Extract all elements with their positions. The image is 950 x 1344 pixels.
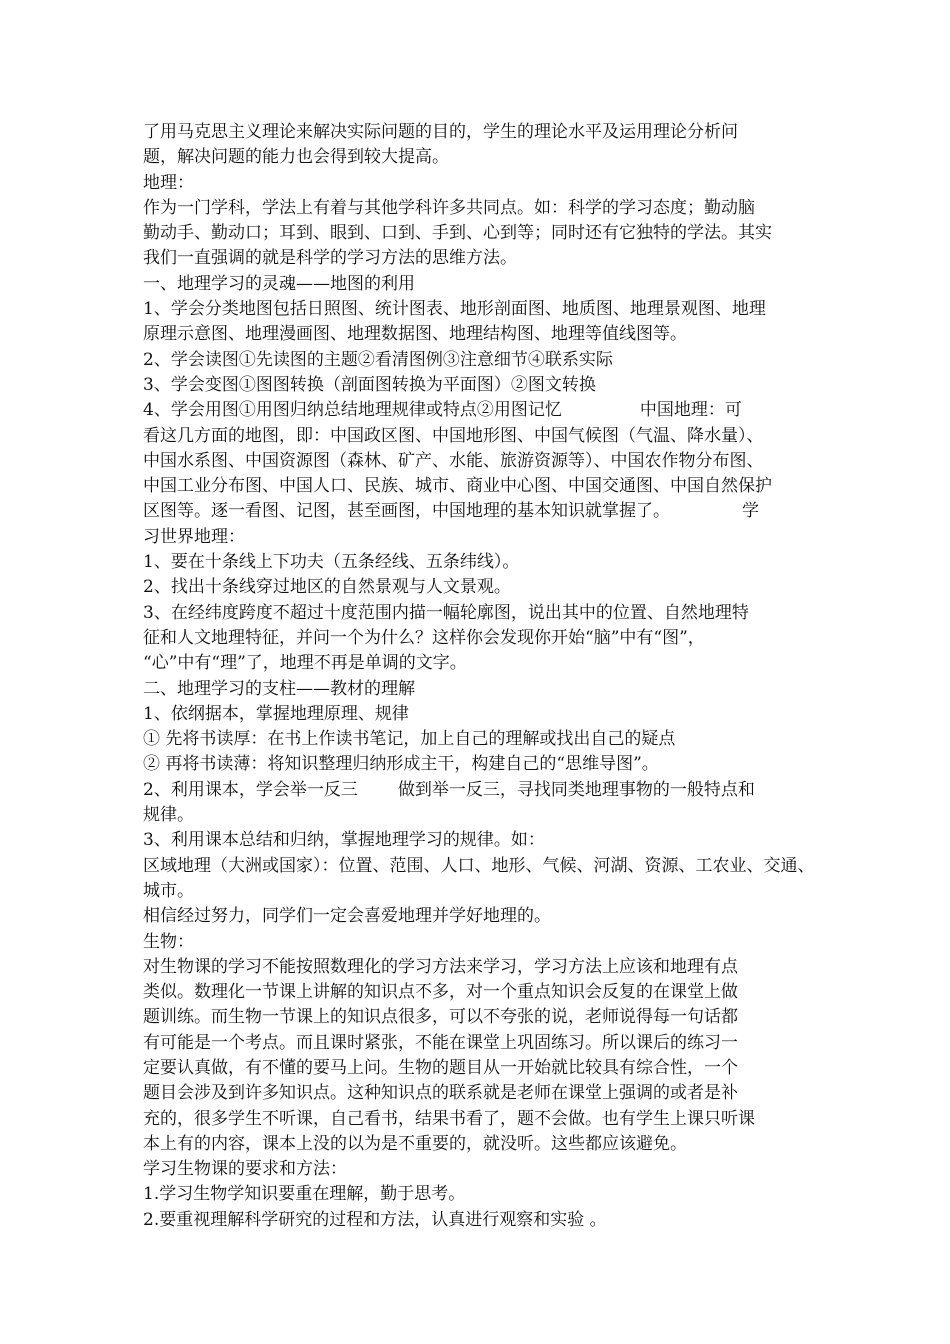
text-line: ② 再将书读薄：将知识整理归纳形成主干，构建自己的“思维导图”。 [143,754,659,775]
text-segment: 区图等。逐一看图、记图，甚至画图，中国地理的基本知识就掌握了。 [143,501,670,522]
text-line: 1.学习生物学知识要重在理解，勤于思考。 [143,1184,466,1205]
text-line: 中国工业分布图、中国人口、民族、城市、商业中心图、中国交通图、中国自然保护 [143,476,772,497]
text-line: 题训练。而生物一节课上的知识点很多，可以不夸张的说，老师说得每一句话都 [143,1007,738,1028]
text-line: 2、学会读图①先读图的主题②看清图例③注意细节④联系实际 [143,349,613,370]
text-line: 城市。 [143,880,194,901]
text-line: “心”中有“理”了，地理不再是单调的文字。 [143,653,467,674]
text-line: 规律。 [143,805,194,826]
text-line: 题，解决问题的能力也会得到较大提高。 [143,147,449,168]
text-line [143,499,813,524]
section-heading: 二、地理学习的支柱——教材的理解 [143,678,415,699]
text-line: 定要认真做，有不懂的要马上问。生物的题目从一开始就比较具有综合性，一个 [143,1057,738,1078]
text-line: 3、学会变图①图图转换（剖面图转换为平面图）②图文转换 [143,374,596,395]
text-line: 相信经过努力，同学们一定会喜爱地理并学好地理的。 [143,906,551,927]
section-heading: 生物： [143,931,194,952]
text-line: 了用马克思主义理论来解决实际问题的目的，学生的理论水平及运用理论分析问 [143,122,738,142]
text-line: 3、在经纬度跨度不超过十度范围内描一幅轮廓图，说出其中的位置、自然地理特 [143,602,749,623]
text-line: 作为一门学科，学法上有着与其他学科许多共同点。如：科学的学习态度；勤动脑 [143,197,755,218]
text-line: 原理示意图、地理漫画图、地理数据图、地理结构图、地理等值线图等。 [143,324,687,345]
text-line: 1、学会分类地图包括日照图、统计图表、地形剖面图、地质图、地理景观图、地理 [143,299,766,320]
text-line: 类似。数理化一节课上讲解的知识点不多，对一个重点知识会反复的在课堂上做 [143,982,738,1003]
text-line: 学习生物课的要求和方法： [143,1159,347,1180]
section-heading: 一、地理学习的灵魂——地图的利用 [143,273,415,294]
text-line: 对生物课的学习不能按照数理化的学习方法来学习，学习方法上应该和地理有点 [143,956,738,977]
text-line: ① 先将书读厚：在书上作读书笔记，加上自己的理解或找出自己的疑点 [143,729,676,750]
text-segment: 中国地理：可 [639,400,742,421]
text-line: 习世界地理： [143,526,245,547]
text-line: 勤动手、勤动口；耳到、眼到、口到、手到、心到等；同时还有它独特的学法。其实 [143,223,772,244]
text-segment: 4、学会用图①用图归纳总结地理规律或特点②用图记忆 [143,400,562,421]
text-line: 2、找出十条线穿过地区的自然景观与人文景观。 [143,577,511,598]
document-page [143,120,813,1233]
text-line: 区域地理（大洲或国家）：位置、范围、人口、地形、气候、河湖、资源、工农业、交通、 [143,855,815,876]
text-line: 2.要重视理解科学研究的过程和方法，认真进行观察和实验 。 [143,1209,607,1230]
text-line: 3、利用课本总结和归纳，掌握地理学习的规律。如： [143,830,545,851]
text-line: 中国水系图、中国资源图（森林、矿产、水能、旅游资源等）、中国农作物分布图、 [143,450,764,471]
text-line: 我们一直强调的就是科学的学习方法的思维方法。 [143,248,517,269]
text-segment: 2、利用课本，学会举一反三 [143,779,358,800]
text-line: 本上有的内容，课本上没的以为是不重要的，就没听。这些都应该避免。 [143,1133,687,1154]
text-line: 1、依纲据本，掌握地理原理、规律 [143,703,409,724]
text-line: 1、要在十条线上下功夫（五条经线、五条纬线）。 [143,552,520,573]
text-line: 充的，很多学生不听课，自己看书，结果书看了，题不会做。也有学生上课只听课 [143,1108,755,1129]
text-segment: 学 [742,501,759,522]
text-line [143,398,813,423]
text-line: 题目会涉及到许多知识点。这种知识点的联系就是老师在课堂上强调的或者是补 [143,1083,738,1104]
text-line: 看这几方面的地图，即：中国政区图、中国地形图、中国气候图（气温、降水量）、 [143,425,764,446]
text-segment: 做到举一反三，寻找同类地理事物的一般特点和 [397,779,755,800]
text-line [143,778,813,803]
text-line: 征和人文地理特征，并问一个为什么？这样你会发现你开始“脑”中有“图”， [143,627,705,648]
section-heading: 地理： [143,172,194,193]
text-line: 有可能是一个考点。而且课时紧张，不能在课堂上巩固练习。所以课后的练习一 [143,1032,738,1053]
